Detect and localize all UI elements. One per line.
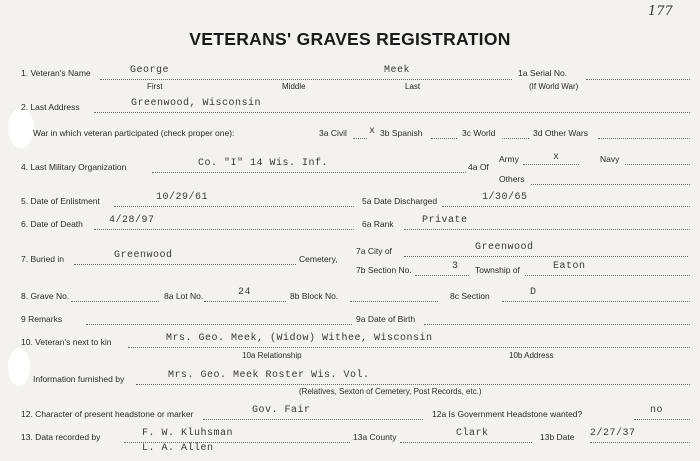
grave-section-value: D [530, 287, 537, 298]
township-label: Township of [475, 265, 520, 275]
rank-line [404, 229, 690, 230]
recorded-by-value: F. W. Kluhsman [142, 428, 234, 439]
section-no-value: 3 [452, 261, 459, 272]
death-label: 6. Date of Death [21, 219, 83, 229]
grave-section-label: 8c Section [450, 291, 490, 301]
info-furnished-value: Mrs. Geo. Meek Roster Wis. Vol. [168, 370, 370, 381]
city-value: Greenwood [475, 242, 534, 253]
recorded-by-label: 13. Data recorded by [21, 432, 101, 442]
gov-headstone-line [634, 419, 690, 420]
remarks-line [86, 324, 352, 325]
navy-label: Navy [600, 154, 620, 164]
punch-hole-bottom [8, 348, 30, 386]
rank-value: Private [422, 215, 468, 226]
date-recorded-label: 13b Date [540, 432, 575, 442]
punch-hole-top [8, 108, 34, 148]
last-address-value: Greenwood, Wisconsin [131, 98, 262, 109]
army-mark: x [553, 152, 560, 163]
serial-label: 1a Serial No. [518, 68, 568, 78]
middle-caption: Middle [282, 82, 306, 91]
township-line [525, 275, 690, 276]
remarks-label: 9 Remarks [21, 314, 63, 324]
headstone-line [203, 419, 423, 420]
buried-value: Greenwood [114, 250, 173, 261]
grave-section-line [502, 301, 690, 302]
discharged-line [442, 206, 690, 207]
death-line [94, 229, 354, 230]
birth-label: 9a Date of Birth [356, 314, 416, 324]
civil-line [353, 138, 367, 139]
grave-no-line [71, 301, 159, 302]
date-recorded-line [590, 442, 690, 443]
spanish-label: 3b Spanish [380, 128, 423, 138]
military-org-label: 4. Last Military Organization [21, 162, 127, 172]
war-label: War in which veteran participated (check proper one): [33, 128, 235, 138]
death-value: 4/28/97 [109, 215, 155, 226]
county-line [400, 442, 532, 443]
cemetery-label: Cemetery, [299, 254, 338, 264]
address-line [94, 112, 690, 113]
other-wars-line [598, 138, 690, 139]
section-no-line [415, 275, 469, 276]
veteran-name-label: 1. Veteran's Name [21, 68, 91, 78]
navy-line [625, 164, 690, 165]
world-label: 3c World [462, 128, 496, 138]
next-of-kin-value: Mrs. Geo. Meek, (Widow) Withee, Wisconsin [166, 333, 433, 344]
world-line [502, 138, 529, 139]
gov-headstone-question: 12a Is Government Headstone wanted? [432, 409, 583, 419]
city-line [404, 256, 688, 257]
last-address-label: 2. Last Address [21, 102, 80, 112]
rank-label: 6a Rank [362, 219, 394, 229]
lot-label: 8a Lot No. [164, 291, 204, 301]
civil-mark: x [369, 126, 376, 137]
last-caption: Last [405, 82, 421, 91]
others-label: Others [499, 174, 525, 184]
headstone-label: 12. Character of present headstone or marker [21, 409, 194, 419]
other-wars-label: 3d Other Wars [533, 128, 588, 138]
serial-note: (If World War) [529, 82, 579, 91]
army-line [523, 164, 579, 165]
first-name-value: George [130, 65, 170, 76]
grave-no-label: 8. Grave No. [21, 291, 70, 301]
army-label: Army [499, 154, 519, 164]
enlistment-line [114, 206, 354, 207]
birth-line [424, 324, 690, 325]
relationship-caption: 10a Relationship [242, 351, 302, 360]
buried-line [74, 264, 296, 265]
lot-value: 24 [238, 287, 252, 298]
civil-label: 3a Civil [319, 128, 347, 138]
buried-label: 7. Buried in [21, 254, 64, 264]
info-furnished-note: (Relatives, Sexton of Cemetery, Post Records, etc.) [299, 387, 482, 396]
enlistment-value: 10/29/61 [156, 192, 209, 203]
others-line [531, 184, 690, 185]
discharged-label: 5a Date Discharged [362, 196, 438, 206]
headstone-value: Gov. Fair [252, 405, 311, 416]
block-label: 8b Block No. [290, 291, 339, 301]
discharged-value: 1/30/65 [482, 192, 528, 203]
city-label: 7a City of [356, 246, 392, 256]
of-label: 4a Of [468, 162, 489, 172]
info-furnished-line [136, 384, 690, 385]
last-name-value: Meek [384, 65, 411, 76]
block-line [350, 301, 438, 302]
info-furnished-label: Information furnished by [33, 374, 125, 384]
name-line [100, 79, 512, 80]
gov-headstone-answer: no [650, 405, 664, 416]
page-title: VETERANS' GRAVES REGISTRATION [189, 29, 511, 49]
recorded-by-value-2: L. A. Allen [142, 443, 214, 454]
military-org-value: Co. "I" 14 Wis. Inf. [198, 158, 329, 169]
military-org-line [152, 172, 466, 173]
section-no-label: 7b Section No. [356, 265, 412, 275]
lot-line [204, 301, 286, 302]
county-label: 13a County [353, 432, 397, 442]
spanish-line [431, 138, 457, 139]
date-recorded-value: 2/27/37 [590, 428, 636, 439]
enlistment-label: 5. Date of Enlistment [21, 196, 100, 206]
first-caption: First [147, 82, 163, 91]
corner-number: 177 [648, 4, 673, 19]
address-caption: 10b Address [509, 351, 554, 360]
next-of-kin-label: 10. Veteran's next to kin [21, 337, 112, 347]
next-of-kin-line [128, 347, 690, 348]
serial-line [586, 79, 690, 80]
county-value: Clark [456, 428, 489, 439]
township-value: Eaton [553, 261, 586, 272]
